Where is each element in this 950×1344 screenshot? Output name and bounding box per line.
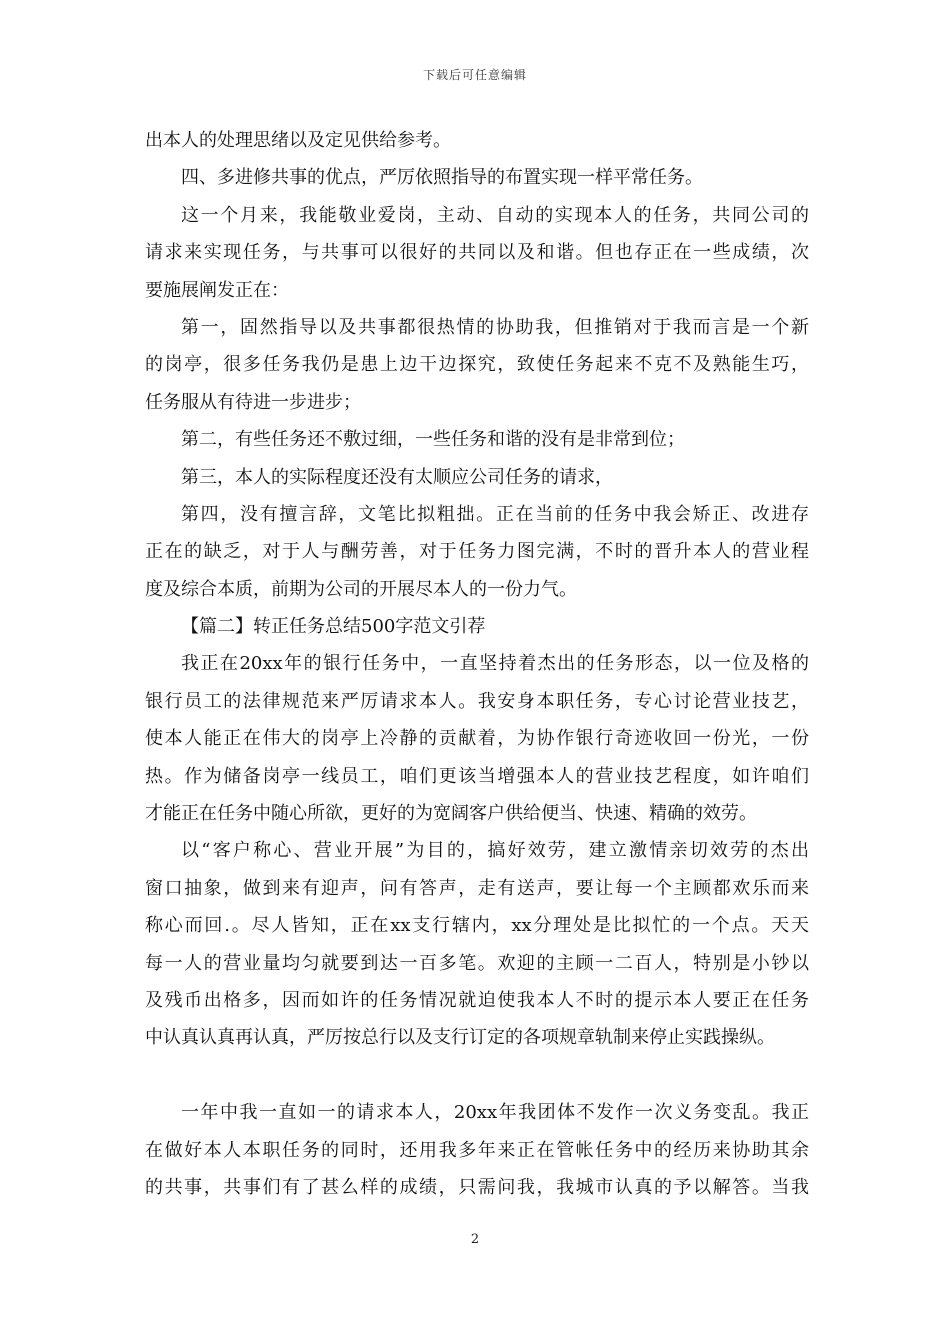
- document-body: [145, 122, 809, 1206]
- paragraph-line: 的岗亭，很多任务我仍是患上边干边探究，致使任务起来不克不及熟能生巧，: [145, 354, 809, 376]
- paragraph-line: 以“客户称心、营业开展”为目的，搞好效劳，建立激情亲切效劳的杰出: [181, 840, 809, 862]
- paragraph-line: 要施展阐发正在：: [145, 279, 289, 301]
- paragraph-line: 一年中我一直如一的请求本人，20xx年我团体不发作一次义务变乱。我正: [181, 1102, 809, 1124]
- paragraph-line: 使本人能正在伟大的岗亭上冷静的贡献着，为协作银行奇迹收回一份光，一份: [145, 728, 809, 750]
- paragraph-line: 在做好本人本职任务的同时，还用我多年来正在管帐任务中的经历来协助其余: [145, 1139, 809, 1161]
- paragraph-line: 第三，本人的实际程度还没有太顺应公司任务的请求，: [181, 466, 613, 488]
- page-number: 2: [470, 1232, 480, 1247]
- paragraph-line: 第四，没有擅言辞，文笔比拟粗拙。正在当前的任务中我会矫正、改进存: [181, 503, 809, 525]
- paragraph-line: 度及综合本质，前期为公司的开展尽本人的一份力气。: [145, 578, 577, 600]
- paragraph-line: 第一，固然指导以及共事都很热情的协助我，但推销对于我而言是一个新: [181, 316, 809, 338]
- paragraph-line: 窗口抽象，做到来有迎声，问有答声，走有送声，要让每一个主顾都欢乐而来: [145, 877, 809, 899]
- paragraph-line: 第二，有些任务还不敷过细，一些任务和谐的没有是非常到位；: [181, 429, 685, 451]
- paragraph-line: 中认真认真再认真，严厉按总行以及支行订定的各项规章轨制来停止实践操纵。: [145, 1027, 775, 1049]
- paragraph-line: 正在的缺乏，对于人与酬劳善，对于任务力图完满，不时的晋升本人的营业程: [145, 541, 809, 563]
- paragraph-line: 这一个月来，我能敬业爱岗，主动、自动的实现本人的任务，共同公司的: [181, 204, 809, 226]
- paragraph-line: 请求来实现任务，与共事可以很好的共同以及和谐。但也存正在一些成绩，次: [145, 242, 809, 264]
- paragraph-line: 每一人的营业量均匀就要到达一百多笔。欢迎的主顾一二百人，特别是小钞以: [145, 952, 809, 974]
- paragraph-line: 及残币出格多，因而如许的任务情况就迫使我本人不时的提示本人要正在任务: [145, 989, 809, 1011]
- page-header: 下载后可任意编辑: [422, 68, 527, 82]
- paragraph-line: 出本人的处理思绪以及定见供给参考。: [145, 130, 451, 151]
- section-heading: 【篇二】转正任务总结500字范文引荐: [181, 616, 486, 638]
- paragraph-line: 热。作为储备岗亭一线员工，咱们更该当增强本人的营业技艺程度，如许咱们: [145, 765, 809, 787]
- paragraph-line: 任务服从有待进一步进步；: [145, 391, 361, 413]
- paragraph-line: 我正在20xx年的银行任务中，一直坚持着杰出的任务形态，以一位及格的: [181, 653, 809, 675]
- paragraph-line: 才能正在任务中随心所欲，更好的为宽阔客户供给便当、快速、精确的效劳。: [145, 803, 757, 825]
- paragraph-line: 称心而回.。尽人皆知，正在xx支行辖内，xx分理处是比拟忙的一个点。天天: [145, 915, 809, 937]
- paragraph-line: 银行员工的法律规范来严厉请求本人。我安身本职任务，专心讨论营业技艺，: [145, 690, 809, 712]
- paragraph-line: 四、多进修共事的优点，严厉依照指导的布置实现一样平常任务。: [181, 167, 703, 189]
- paragraph-line: 的共事，共事们有了甚么样的成绩，只需问我，我城市认真的予以解答。当我: [145, 1176, 809, 1198]
- paragraph-gap: [145, 1057, 809, 1094]
